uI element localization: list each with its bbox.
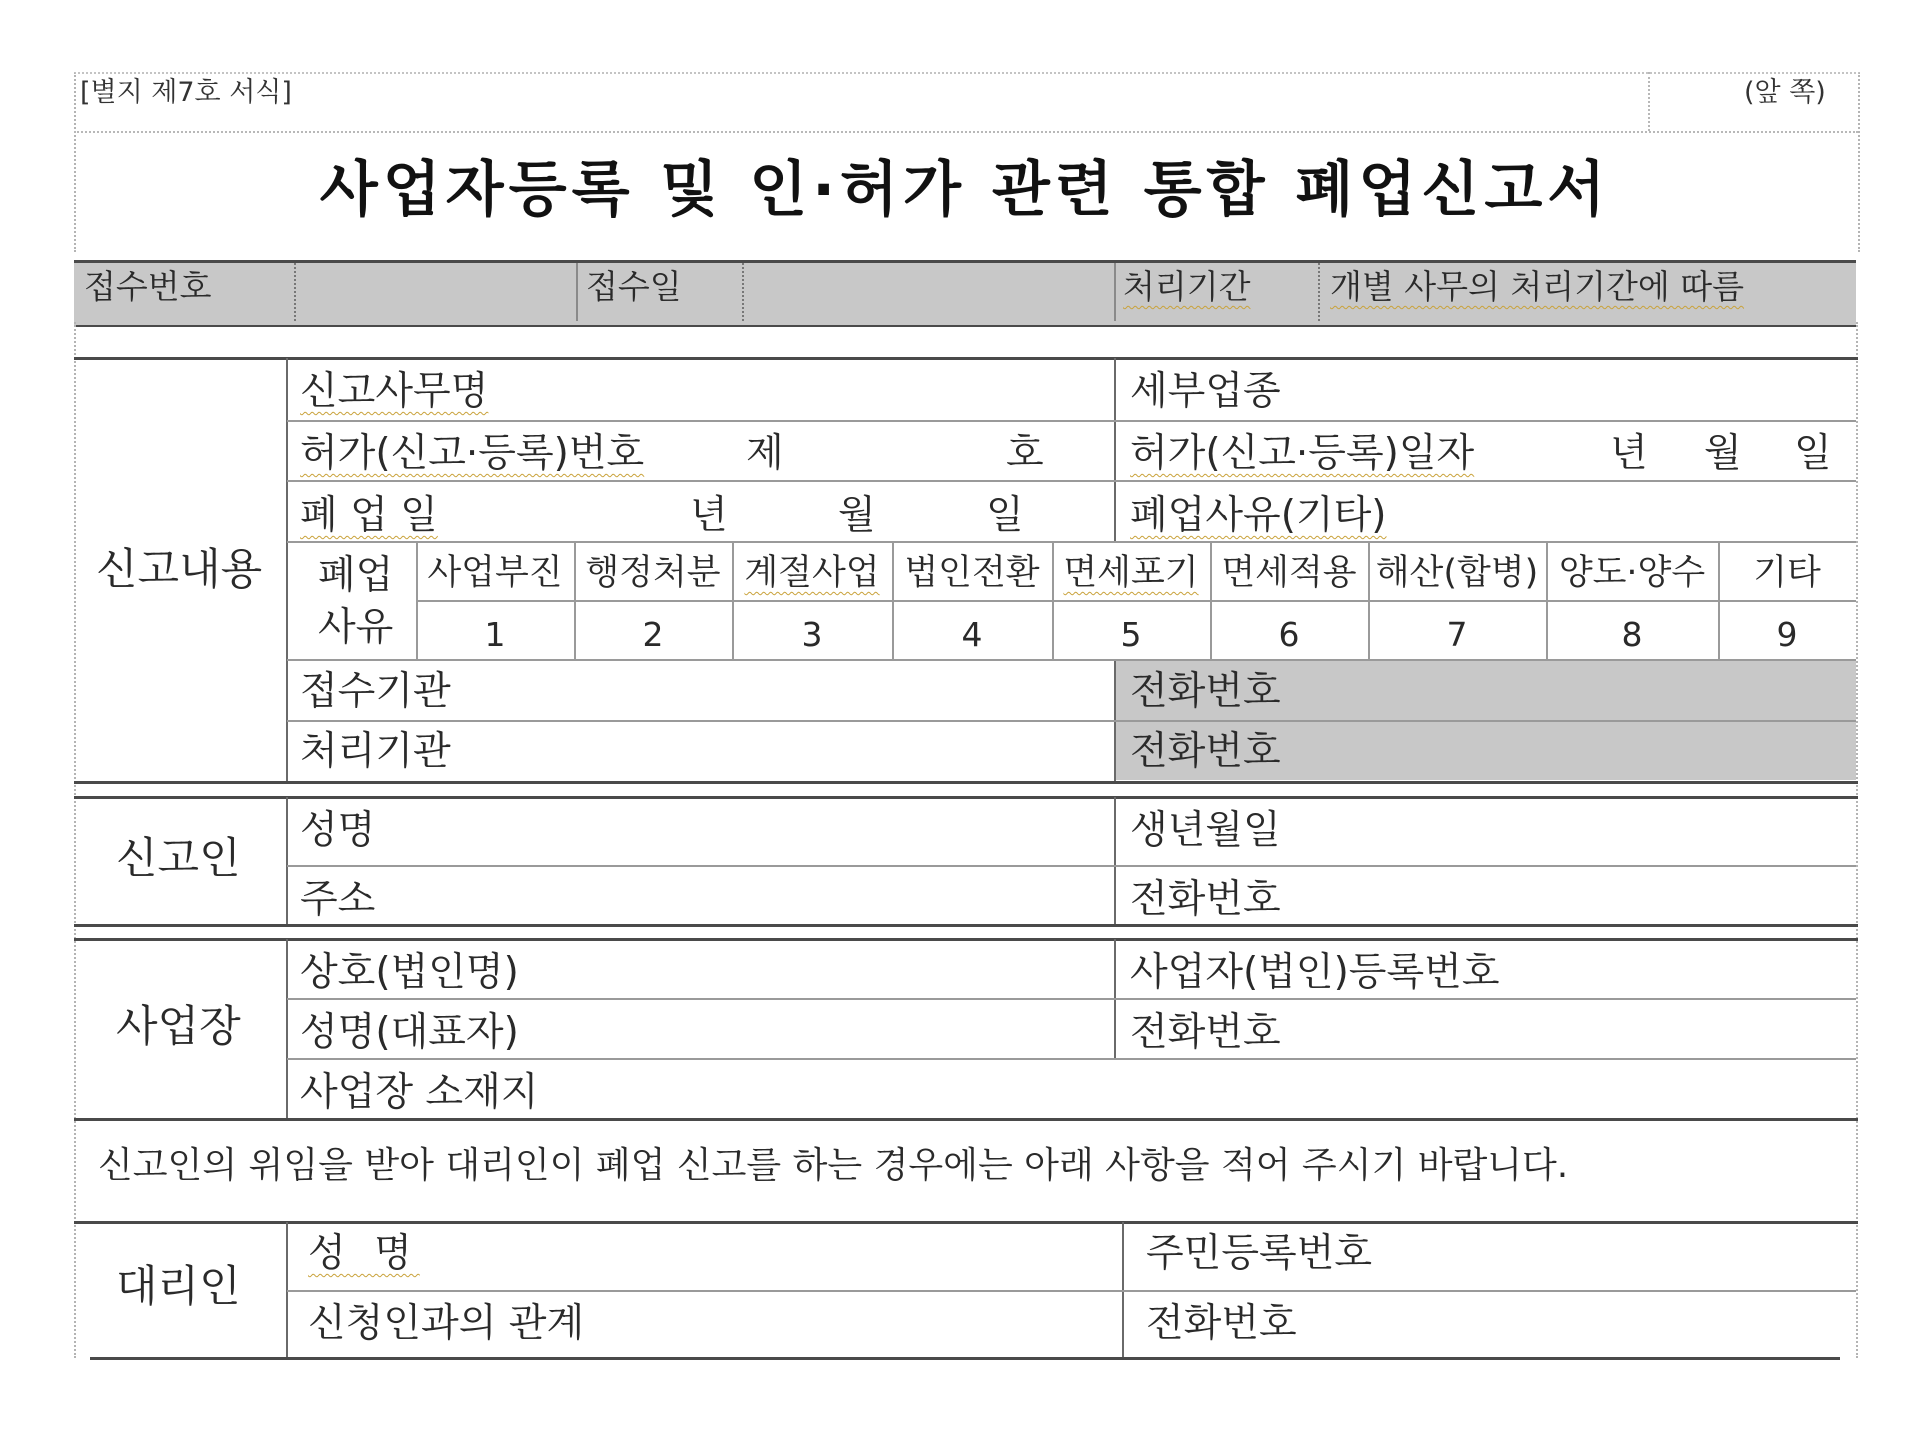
reason-option-label: 행정처분 <box>585 553 721 593</box>
closure-date-month: 월 <box>838 493 876 538</box>
business-row-rule-2 <box>287 1058 1856 1060</box>
reason-option-label: 면세적용 <box>1221 553 1357 593</box>
header-divider <box>74 131 1858 133</box>
reason-option-code: 7 <box>1446 615 1468 654</box>
reason-option-code: 1 <box>484 615 506 654</box>
receipt-divider-3 <box>742 263 744 321</box>
receipt-divider-4 <box>1114 263 1116 321</box>
business-top-rule <box>74 938 1858 941</box>
business-reg-no-label: 사업자(법인)등록번호 <box>1130 950 1500 995</box>
receipt-divider-1 <box>294 263 296 321</box>
agent-bottom-rule <box>90 1357 1840 1360</box>
sub-industry-label: 세부업종 <box>1130 369 1281 414</box>
header-vertical-divider <box>1648 72 1650 131</box>
agent-relation-label: 신청인과의 관계 <box>308 1301 585 1346</box>
processing-agency-label: 처리기관 <box>300 729 451 774</box>
agent-rrn-label: 주민등록번호 <box>1146 1231 1373 1276</box>
report-bottom-rule <box>74 781 1858 784</box>
permit-date-year: 년 <box>1610 431 1648 476</box>
reason-option-code: 8 <box>1621 615 1643 654</box>
report-top-rule <box>74 357 1858 360</box>
report-row-rule-1 <box>287 420 1856 422</box>
closure-date-day: 일 <box>986 493 1024 538</box>
reporter-name-label: 성명 <box>300 808 376 853</box>
body-left-border <box>74 322 76 1358</box>
reason-option-label: 양도·양수 <box>1558 553 1706 593</box>
reason-option-code: 5 <box>1120 615 1142 654</box>
permit-date-day: 일 <box>1794 431 1832 476</box>
reporter-bottom-rule <box>74 924 1858 927</box>
reporter-birth-label: 생년월일 <box>1130 808 1281 853</box>
reporter-phone-label: 전화번호 <box>1130 877 1281 922</box>
reason-option-code: 9 <box>1776 615 1798 654</box>
form-title: 사업자등록 및 인·허가 관련 통합 폐업신고서 <box>319 155 1611 225</box>
agent-section-label: 대리인 <box>116 1262 241 1312</box>
closure-reason-label: 폐업 <box>318 553 394 598</box>
permit-number-label: 허가(신고·등록)번호 <box>300 431 645 476</box>
agent-top-rule <box>74 1221 1858 1224</box>
agent-name-label: 성 명 <box>308 1231 420 1276</box>
permit-number-je: 제 <box>746 431 784 476</box>
receiving-agency-label: 접수기관 <box>300 669 451 714</box>
reporter-mid-divider <box>1114 797 1116 925</box>
business-label-divider <box>286 939 288 1119</box>
receipt-number-label: 접수번호 <box>84 267 212 306</box>
reason-option-label: 사업부진 <box>427 553 563 593</box>
reporter-section-label: 신고인 <box>116 834 241 884</box>
reporter-label-divider <box>286 797 288 925</box>
reason-option-code: 4 <box>961 615 983 654</box>
report-mid-divider-a <box>1114 358 1116 542</box>
reporter-top-rule <box>74 796 1858 799</box>
report-section-label: 신고내용 <box>96 545 263 595</box>
business-phone-label: 전화번호 <box>1130 1010 1281 1055</box>
business-row-rule-1 <box>287 998 1856 1000</box>
report-row-rule-3 <box>287 541 1856 543</box>
processing-period-label: 처리기간 <box>1123 267 1251 306</box>
closure-reason-label: 사유 <box>318 605 394 650</box>
body-right-border <box>1856 322 1858 1358</box>
reason-option-code: 3 <box>801 615 823 654</box>
page-side: (앞 쪽) <box>1744 77 1826 108</box>
agent-row-rule <box>287 1290 1856 1292</box>
business-section-label: 사업장 <box>116 1002 241 1052</box>
receipt-date-label: 접수일 <box>586 267 682 306</box>
representative-label: 성명(대표자) <box>300 1010 519 1055</box>
reporter-address-label: 주소 <box>300 877 376 922</box>
form-code: [별지 제7호 서식] <box>80 77 292 108</box>
reason-option-label: 계절사업 <box>744 553 880 593</box>
report-row-rule-5 <box>287 720 1856 722</box>
reporter-row-rule <box>287 865 1856 867</box>
permit-date-label: 허가(신고·등록)일자 <box>1130 431 1475 476</box>
receipt-divider-5 <box>1318 263 1320 321</box>
reason-option-label: 기타 <box>1753 553 1821 593</box>
closure-date-label: 폐 업 일 <box>300 493 438 538</box>
agent-phone-label: 전화번호 <box>1146 1301 1297 1346</box>
closure-reason-other-label: 폐업사유(기타) <box>1130 493 1387 538</box>
task-name-label: 신고사무명 <box>300 369 489 414</box>
permit-date-month: 월 <box>1704 431 1742 476</box>
processing-period-value: 개별 사무의 처리기간에 따름 <box>1330 267 1745 306</box>
permit-number-ho: 호 <box>1006 431 1044 476</box>
receipt-divider-2 <box>576 263 578 321</box>
processing-agency-phone-label: 전화번호 <box>1130 729 1281 774</box>
reason-option-label: 법인전환 <box>904 553 1040 593</box>
closure-date-year: 년 <box>690 493 728 538</box>
business-bottom-rule <box>74 1118 1858 1121</box>
receiving-agency-phone-label: 전화번호 <box>1130 669 1281 714</box>
reason-option-label: 면세포기 <box>1063 553 1199 593</box>
reason-option-code: 2 <box>642 615 664 654</box>
reason-option-label: 해산(합병) <box>1375 553 1539 593</box>
report-row-rule-4 <box>287 659 1856 661</box>
report-row-rule-2 <box>287 480 1856 482</box>
agent-notice: 신고인의 위임을 받아 대리인이 폐업 신고를 하는 경우에는 아래 사항을 적어 주시기 바랍니다. <box>98 1145 1569 1186</box>
business-location-label: 사업장 소재지 <box>300 1070 539 1115</box>
reason-mid-rule <box>416 600 1856 602</box>
reason-option-code: 6 <box>1278 615 1300 654</box>
trade-name-label: 상호(법인명) <box>300 950 519 995</box>
